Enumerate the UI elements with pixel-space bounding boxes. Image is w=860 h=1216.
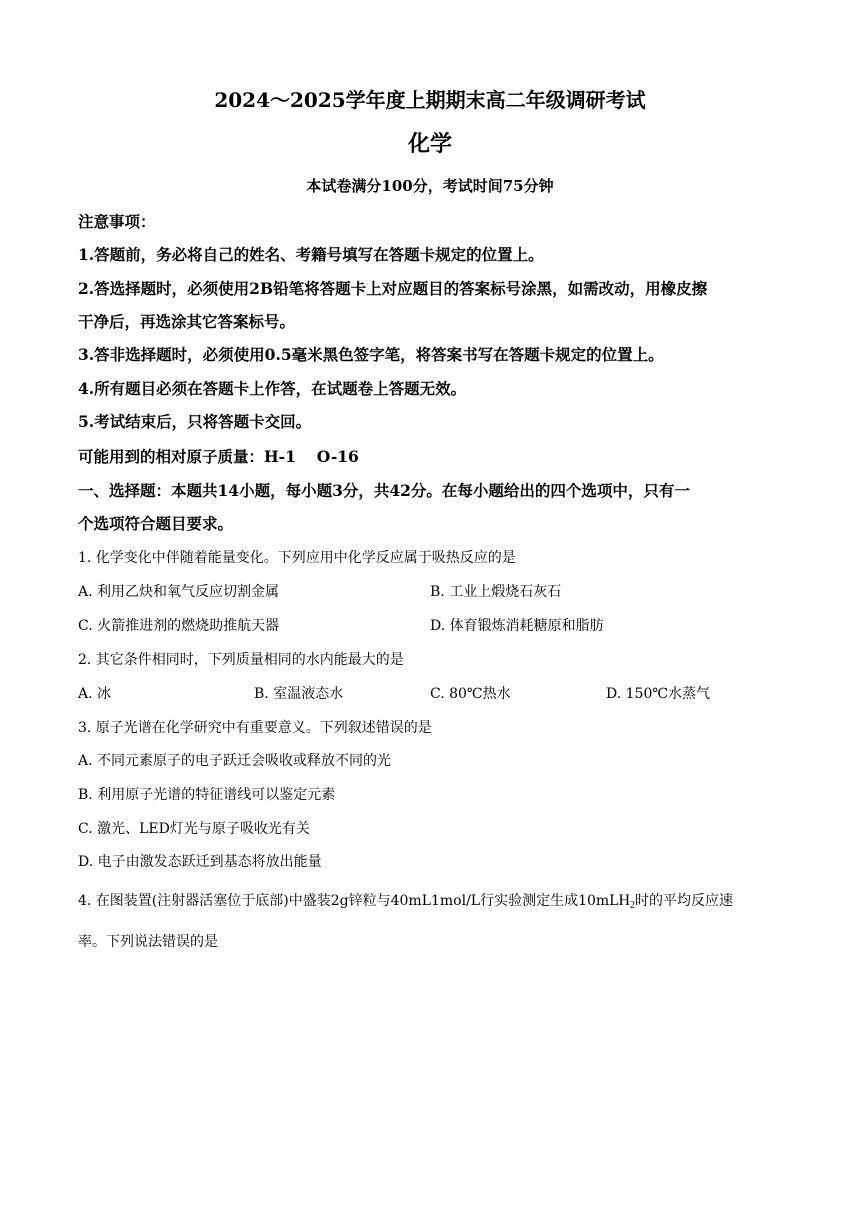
option-a: A. 冰 (78, 686, 112, 702)
option-b: B. 室温液态水 (254, 686, 344, 702)
option-b: B. 工业上煅烧石灰石 (430, 584, 562, 600)
exam-info: 本试卷满分100分，考试时间75分钟 (306, 177, 554, 195)
option-d: D. 150℃水蒸气 (606, 686, 711, 702)
option-a: A. 利用乙炔和氧气反应切割金属 (78, 584, 280, 600)
formula-h: H (618, 892, 631, 909)
note-item: 干净后，再选涂其它答案标号。 (78, 312, 296, 331)
question-stem: 3. 原子光谱在化学研究中有重要意义。下列叙述错误的是 (78, 720, 432, 736)
notes-heading: 注意事项： (78, 212, 156, 231)
option-d: D. 电子由激发态跃迁到基态将放出能量 (78, 854, 322, 870)
question-stem: 2. 其它条件相同时，下列质量相同的水内能最大的是 (78, 652, 404, 668)
option-d: D. 体育锻炼消耗糖原和脂肪 (430, 618, 604, 634)
atomic-mass-line: 可能用到的相对原子质量：H-1 O-16 (78, 447, 359, 466)
note-item: 2.答选择题时，必须使用2B铅笔将答题卡上对应题目的答案标号涂黑，如需改动，用橡皮擦 (78, 279, 708, 298)
note-item: 5.考试结束后，只将答题卡交回。 (78, 412, 312, 431)
option-b: B. 利用原子光谱的特征谱线可以鉴定元素 (78, 787, 336, 803)
exam-title: 2024～2025学年度上期期末高二年级调研考试 (214, 88, 646, 112)
option-c: C. 激光、LED灯光与原子吸收光有关 (78, 821, 310, 837)
question-stem-cont: 率。下列说法错误的是 (78, 934, 218, 950)
note-item: 1.答题前，务必将自己的姓名、考籍号填写在答题卡规定的位置上。 (78, 245, 544, 264)
question-stem-part2: 时的平均反应速 (635, 893, 734, 909)
subject-title: 化学 (407, 131, 452, 157)
note-item: 4.所有题目必须在答题卡上作答，在试题卷上答题无效。 (78, 379, 467, 398)
section-heading: 一、选择题：本题共14小题，每小题3分，共42分。在每小题给出的四个选项中，只有一 (78, 481, 690, 500)
option-a: A. 不同元素原子的电子跃迁会吸收或释放不同的光 (78, 753, 392, 769)
option-c: C. 火箭推进剂的燃烧助推航天器 (78, 618, 280, 634)
option-c: C. 80℃热水 (430, 686, 511, 702)
section-heading-cont: 个选项符合题目要求。 (78, 514, 234, 533)
question-stem: 1. 化学变化中伴随着能量变化。下列应用中化学反应属于吸热反应的是 (78, 550, 516, 566)
question-stem (78, 891, 733, 916)
note-item: 3.答非选择题时，必须使用0.5毫米黑色签字笔，将答案书写在答题卡规定的位置上。 (78, 345, 664, 364)
question-stem-part1: 4. 在图装置(注射器活塞位于底部)中盛装2g锌粒与40mL1mol/L行实验测定生成10mL (78, 893, 619, 909)
formula-subscript: 2 (630, 900, 636, 911)
h2-formula (618, 892, 635, 909)
